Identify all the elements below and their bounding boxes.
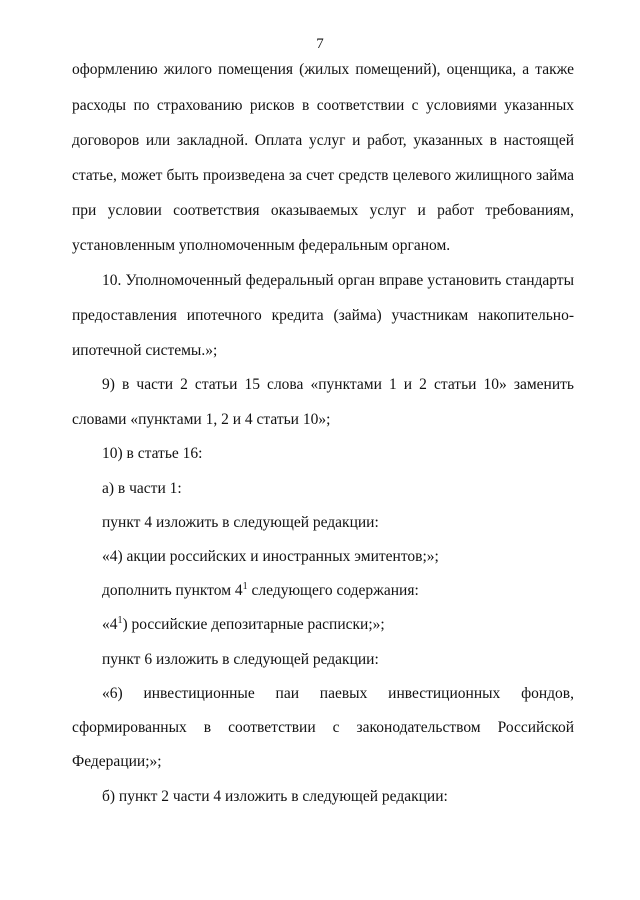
paragraph-start-line: «6) инвестиционные паи паевых инвестиционных фондов,	[102, 685, 574, 702]
page-number: 7	[316, 36, 324, 52]
text-line: установленным уполномоченным федеральным органом.	[72, 237, 451, 254]
paragraph-start-line: 10. Уполномоченный федеральный орган вправе установить стандарты	[102, 272, 574, 289]
paragraph-line: а) в части 1:	[102, 480, 182, 497]
text-line: расходы по страхованию рисков в соответствии с условиями указанных	[72, 97, 574, 114]
text-line: статье, может быть произведена за счет средств целевого жилищного займа	[72, 167, 574, 184]
text-line: ипотечной системы.»;	[72, 342, 218, 359]
text-line: сформированных в соответствии с законодательством Российской	[72, 719, 574, 736]
superscript: 1	[242, 581, 248, 592]
paragraph-line: б) пункт 2 части 4 изложить в следующей редакции:	[102, 788, 448, 805]
paragraph-line: пункт 4 изложить в следующей редакции:	[102, 514, 379, 531]
text-line: словами «пунктами 1, 2 и 4 статьи 10»;	[72, 411, 331, 428]
superscript: 1	[117, 615, 123, 626]
text-line: договоров или закладной. Оплата услуг и работ, указанных в настоящей	[72, 132, 574, 149]
text-line: предоставления ипотечного кредита (займа) участникам накопительно-	[72, 307, 574, 324]
paragraph-line: 10) в статье 16:	[102, 445, 203, 462]
paragraph-start-line: 9) в части 2 статьи 15 слова «пунктами 1 и 2 статьи 10» заменить	[102, 376, 574, 393]
text-line: оформлению жилого помещения (жилых помещений), оценщика, а также	[72, 61, 574, 78]
paragraph-line: пункт 6 изложить в следующей редакции:	[102, 651, 379, 668]
line-text: «4	[102, 616, 118, 633]
line-text: ) российские депозитарные расписки;»;	[122, 616, 385, 633]
line-text: следующего содержания:	[247, 582, 419, 599]
paragraph-line: «4) акции российских и иностранных эмитентов;»;	[102, 548, 439, 565]
text-line: Федерации;»;	[72, 753, 162, 770]
text-line: при условии соответствия оказываемых услуг и работ требованиям,	[72, 202, 574, 219]
line-text: дополнить пунктом 4	[102, 582, 243, 599]
paragraph-line	[102, 615, 385, 635]
paragraph-line	[102, 581, 419, 601]
